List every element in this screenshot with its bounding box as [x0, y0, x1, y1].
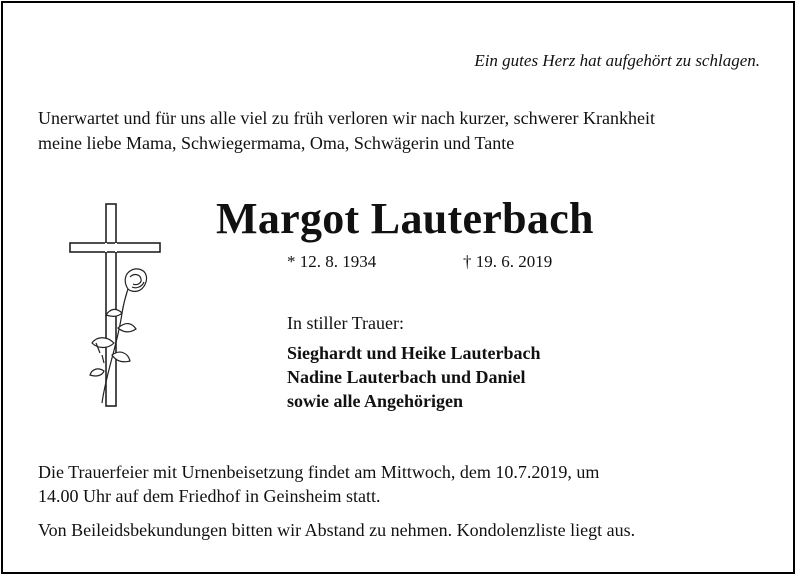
mourner-line: sowie alle Angehörigen — [287, 391, 463, 411]
mourner-line: Sieghardt und Heike Lauterbach — [287, 343, 541, 363]
death-date: † 19. 6. 2019 — [463, 252, 553, 271]
mourners-list — [287, 341, 541, 413]
intro-line: Unerwartet und für uns alle viel zu früh verloren wir nach kurzer, schwerer Krankheit — [38, 108, 656, 128]
deceased-name: Margot Lauterbach — [216, 194, 594, 243]
cross-with-rose-icon — [66, 203, 166, 408]
intro-text — [38, 106, 768, 156]
birth-date: * 12. 8. 1934 — [287, 252, 377, 271]
condolence-note: Von Beileidsbekundungen bitten wir Abstand zu nehmen. Kondolenzliste liegt aus. — [38, 520, 636, 540]
mourner-line: Nadine Lauterbach und Daniel — [287, 367, 526, 387]
footer-text — [38, 460, 768, 542]
mourning-label: In stiller Trauer: — [287, 313, 404, 333]
ceremony-line: Die Trauerfeier mit Urnenbeisetzung findet am Mittwoch, dem 10.7.2019, um — [38, 462, 600, 482]
motto: Ein gutes Herz hat aufgehört zu schlagen. — [474, 51, 760, 70]
ceremony-line: 14.00 Uhr auf dem Friedhof in Geinsheim statt. — [38, 486, 381, 506]
intro-line: meine liebe Mama, Schwiegermama, Oma, Schwägerin und Tante — [38, 133, 515, 153]
